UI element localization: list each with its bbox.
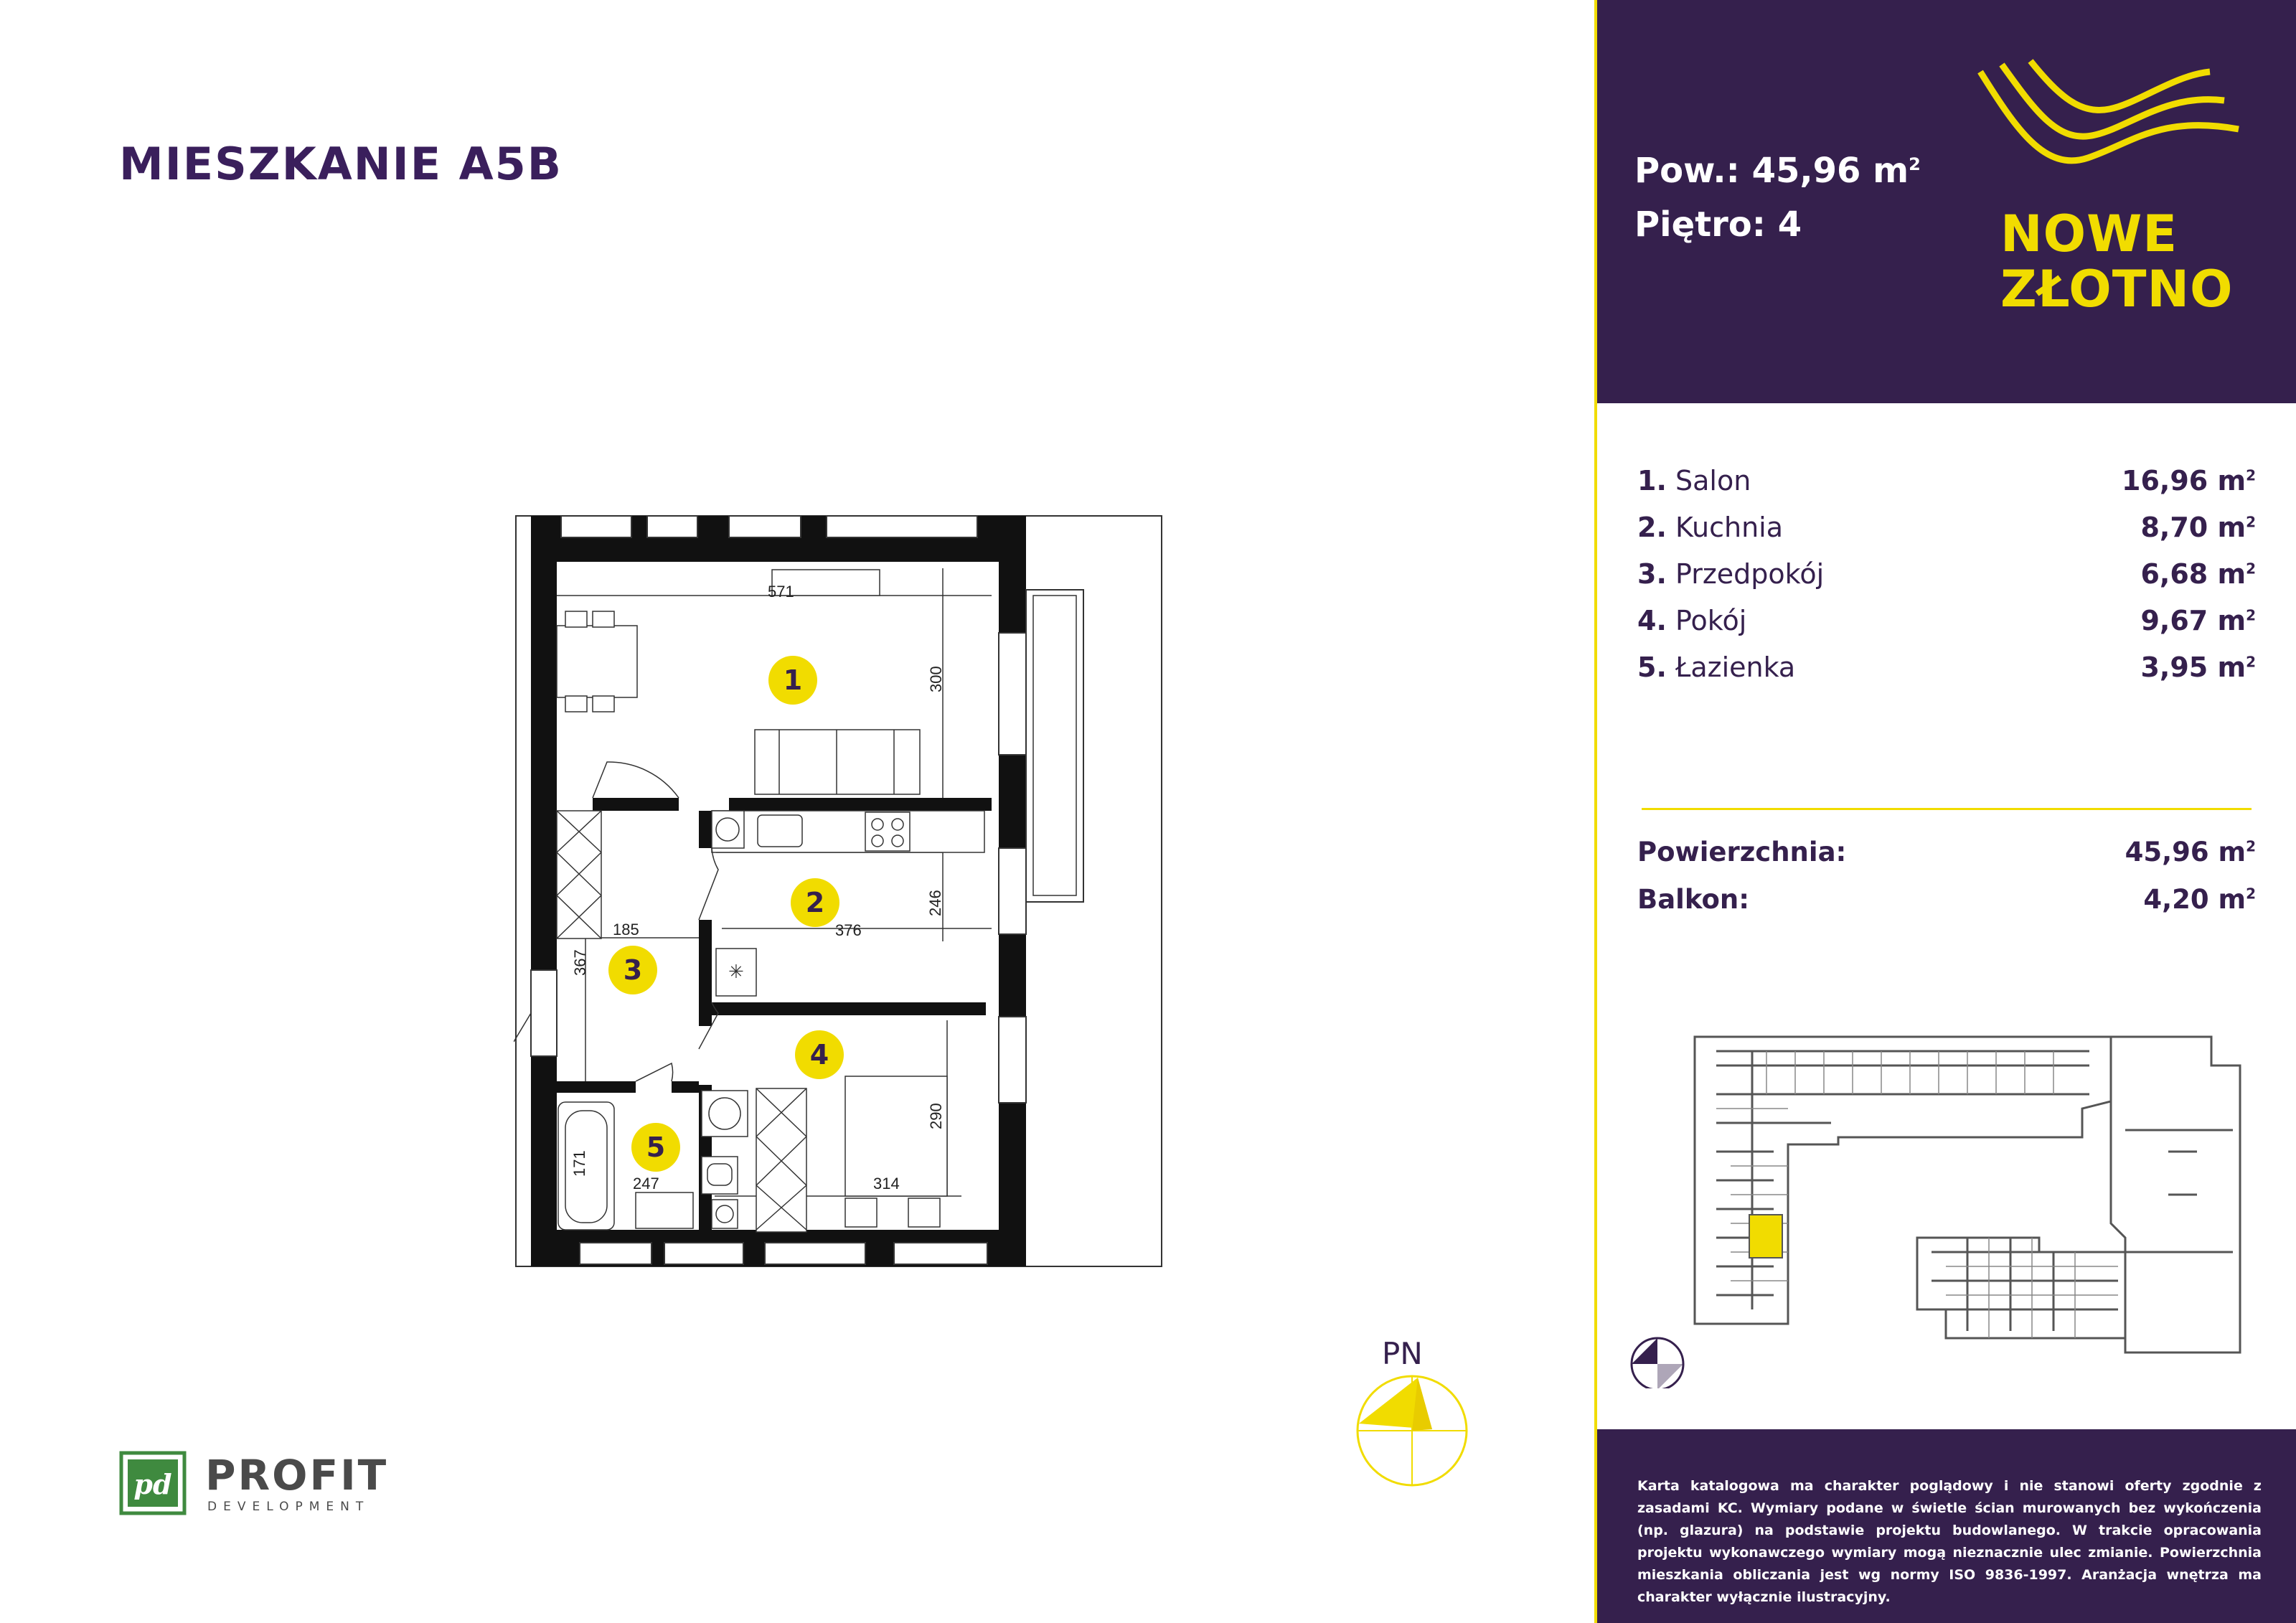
room-badge: 5 [631, 1123, 680, 1172]
total-surface-number: 45,96 m [2125, 837, 2246, 867]
room-area [2122, 465, 2256, 497]
room-name: Salon [1675, 465, 1751, 497]
apartment-title: MIESZKANIE A5B [119, 138, 563, 190]
room-row [1637, 651, 2256, 687]
room-area-value: 6,68 m [2140, 558, 2246, 590]
total-surface-label: Powierzchnia: [1637, 837, 1847, 867]
dimension-label: 376 [835, 921, 862, 939]
room-area-sup: 2 [2246, 560, 2256, 578]
dimension-label: 571 [768, 583, 794, 601]
floor-summary: Piętro: 4 [1634, 204, 1802, 245]
room-row [1637, 558, 2256, 594]
room-area [2140, 512, 2256, 543]
room-number: 2. [1637, 512, 1667, 543]
room-area [2140, 605, 2256, 636]
dimension-label: 290 [927, 1103, 945, 1129]
disclaimer-text: Karta katalogowa ma charakter poglądowy i nie stanowi oferty zgodnie z zasadami KC. Wymiary podane w świetle ścian murowanych bez wykończenia (np. glazura) na podstawie projektu budowlanego. W trakcie opracowania projektu wykonawczego wymiary mogą nieznacznie ulec zmianie. Powierzchnia mieszkania obliczania jest wg normy ISO 9836-1997. Aranżacja wnętrza ma charakter wyłącznie ilustracyjny. [1637, 1478, 2262, 1605]
room-name: Łazienka [1675, 651, 1796, 683]
room-badge: 4 [795, 1030, 844, 1079]
room-area-sup: 2 [2246, 513, 2256, 531]
brand-wave-logo [1973, 50, 2246, 179]
area-summary-sup: 2 [1909, 154, 1921, 174]
balcony-number: 4,20 m [2143, 884, 2246, 915]
room-number: 5. [1637, 651, 1667, 683]
totals-divider [1642, 808, 2252, 810]
room-badge: 3 [608, 946, 657, 994]
dimension-label: 246 [926, 890, 944, 916]
balcony-row [1637, 884, 2256, 915]
room-number: 4. [1637, 605, 1667, 636]
room-name: Pokój [1675, 605, 1747, 636]
dimension-label: 171 [570, 1150, 588, 1177]
room-area-value: 16,96 m [2122, 465, 2246, 497]
balcony-label: Balkon: [1637, 884, 1750, 915]
room-row [1637, 465, 2256, 501]
site-plan-map [1623, 1022, 2269, 1388]
room-number: 1. [1637, 465, 1667, 497]
balcony-sup: 2 [2246, 885, 2256, 903]
dimension-label: 185 [613, 921, 639, 938]
dimension-label: 367 [571, 949, 589, 976]
room-number: 3. [1637, 558, 1667, 590]
total-surface-sup: 2 [2246, 837, 2256, 855]
dimension-label: 247 [633, 1175, 659, 1192]
room-row [1637, 605, 2256, 641]
room-area [2140, 651, 2256, 683]
floor-plan [514, 511, 1167, 1271]
svg-text:pd: pd [133, 1468, 172, 1500]
dimension-label: 300 [927, 666, 945, 692]
room-area [2140, 558, 2256, 590]
room-badge: 2 [791, 878, 839, 927]
compass-label: PN [1382, 1336, 1423, 1371]
area-summary-text: Pow.: 45,96 m [1634, 151, 1909, 191]
room-area-sup: 2 [2246, 606, 2256, 624]
room-name: Przedpokój [1675, 558, 1825, 590]
logo-name: PROFIT [205, 1451, 389, 1500]
area-summary [1634, 151, 1921, 191]
room-area-sup: 2 [2246, 653, 2256, 671]
room-badge: 1 [768, 656, 817, 705]
room-row [1637, 512, 2256, 547]
room-name: Kuchnia [1675, 512, 1783, 543]
logo-subtitle: DEVELOPMENT [207, 1500, 370, 1514]
room-area-value: 9,67 m [2140, 605, 2246, 636]
room-area-value: 8,70 m [2140, 512, 2246, 543]
total-surface-value [2125, 837, 2256, 867]
compass-icon [1353, 1372, 1471, 1490]
dimension-label: 314 [873, 1175, 900, 1192]
brand-line-2: ZŁOTNO [2000, 260, 2234, 319]
profit-logo-mark [119, 1451, 188, 1517]
room-area-value: 3,95 m [2140, 651, 2246, 683]
svg-text:✳: ✳ [728, 961, 744, 983]
total-surface-row [1637, 837, 2256, 867]
balcony-value [2143, 884, 2256, 915]
room-area-sup: 2 [2246, 466, 2256, 484]
brand-line-1: NOWE [2000, 204, 2178, 263]
